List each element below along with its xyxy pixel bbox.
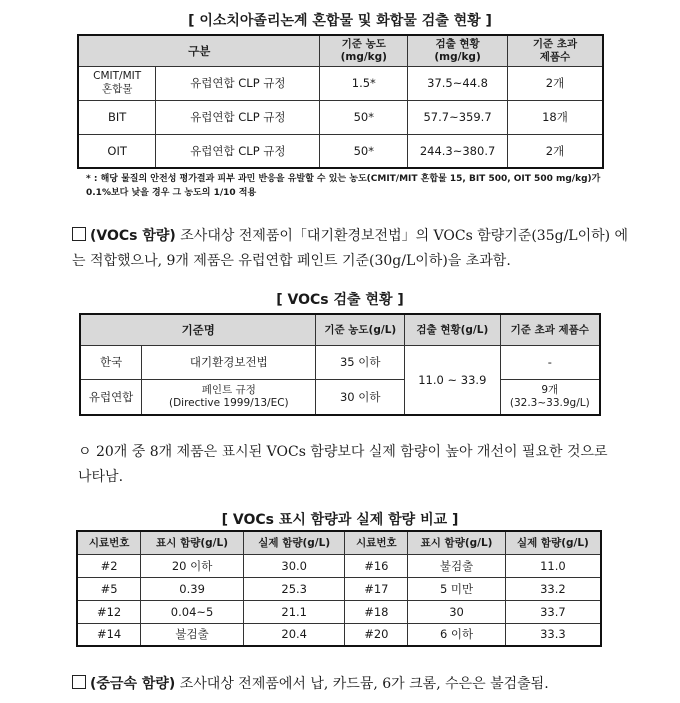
cell: 20 이하: [141, 554, 244, 577]
regulation: 유럽연합 CLP 규정: [156, 134, 320, 168]
std-value: 1.5*: [320, 66, 408, 100]
footnote: * : 해당 물질의 안전성 평가결과 피부 과민 반응을 유발할 수 있는 농도(CMIT/MIT 혼합물 15, BIT 500, OIT 500 mg/kg)가 0.1%보다 낮을 경우 그 농도의 1/10 적용: [86, 174, 601, 198]
count-value: 18개: [507, 100, 603, 134]
header-count: 기준 초과 제품수: [507, 35, 603, 66]
isothiazolinone-table: [77, 34, 604, 169]
std-value: 30 이하: [316, 379, 405, 415]
law: 페인트 규정 (Directive 1999/13/EC): [142, 379, 316, 415]
bullet-paragraph: ㅇ 20개 중 8개 제품은 표시된 VOCs 함량보다 실제 함량이 높아 개선이 필요한 것으로 나타남.: [78, 444, 608, 485]
detect-value: 37.5~44.8: [408, 66, 508, 100]
voc-status-table: [79, 313, 601, 416]
header-actual: 실제 함량(g/L): [243, 531, 345, 554]
voc-compare-title: [ VOCs 표시 함량과 실제 함량 비교 ]: [221, 512, 459, 528]
metal-paragraph: [72, 672, 632, 697]
cell: 5 미만: [408, 577, 506, 600]
std-value: 35 이하: [316, 345, 405, 379]
detect-value: 11.0 ~ 33.9: [405, 345, 501, 415]
count-value: 9개 (32.3~33.9g/L): [500, 379, 600, 415]
header-sample: 시료번호: [77, 531, 141, 554]
cell: 30: [408, 600, 506, 623]
cell: #2: [77, 554, 141, 577]
law: 대기환경보전법: [142, 345, 316, 379]
count-value: -: [500, 345, 600, 379]
substance-name: OIT: [78, 134, 156, 168]
substance-name: BIT: [78, 100, 156, 134]
cell: #5: [77, 577, 141, 600]
count-value: 2개: [507, 66, 603, 100]
detect-value: 244.3~380.7: [408, 134, 508, 168]
voc-status-title: [ VOCs 검출 현황 ]: [276, 292, 404, 308]
table-row: [80, 379, 600, 415]
cell: #12: [77, 600, 141, 623]
metal-text: 조사대상 전제품에서 납, 카드뮴, 6가 크롬, 수은은 불검출됨.: [175, 676, 549, 692]
cell: 21.1: [243, 600, 345, 623]
cell: 불검출: [408, 554, 506, 577]
header-standard: 기준명: [80, 314, 316, 345]
cell: #16: [345, 554, 408, 577]
header-detect: 검출 현황(g/L): [405, 314, 501, 345]
count-value: 2개: [507, 134, 603, 168]
cell: 11.0: [505, 554, 601, 577]
table-row: [78, 100, 603, 134]
cell: #14: [77, 623, 141, 646]
cell: 20.4: [243, 623, 345, 646]
regulation: 유럽연합 CLP 규정: [156, 100, 320, 134]
voc-heading: (VOCs 함량): [90, 228, 176, 244]
table-row: [77, 623, 601, 646]
header-count: 기준 초과 제품수: [500, 314, 600, 345]
header-std: 기준 농도 (mg/kg): [320, 35, 408, 66]
cell: 33.7: [505, 600, 601, 623]
table-row: [77, 554, 601, 577]
cell: 33.2: [505, 577, 601, 600]
header-sample: 시료번호: [345, 531, 408, 554]
region: 유럽연합: [80, 379, 142, 415]
cell: #17: [345, 577, 408, 600]
voc-text: 조사대상 전제품이「대기환경보전법」의 VOCs 함량기준(35g/L이하) 에는 적합했으나, 9개 제품은 유럽연합 페인트 기준(30g/L이하)을 초과함.: [72, 228, 629, 269]
table-row: [78, 134, 603, 168]
checkbox-icon: [72, 227, 86, 241]
metal-heading: (중금속 함량): [90, 676, 176, 692]
std-value: 50*: [320, 134, 408, 168]
detect-value: 57.7~359.7: [408, 100, 508, 134]
isothiazolinone-title: [ 이소치아졸리논계 혼합물 및 화합물 검출 현황 ]: [188, 13, 492, 29]
table-row: [80, 345, 600, 379]
voc-paragraph: [72, 224, 632, 274]
table-row: [77, 577, 601, 600]
cell: #18: [345, 600, 408, 623]
region: 한국: [80, 345, 142, 379]
header-actual: 실제 함량(g/L): [505, 531, 601, 554]
cell: #20: [345, 623, 408, 646]
table-row: [77, 600, 601, 623]
cell: 0.04~5: [141, 600, 244, 623]
regulation: 유럽연합 CLP 규정: [156, 66, 320, 100]
header-std: 기준 농도(g/L): [316, 314, 405, 345]
cell: 6 이하: [408, 623, 506, 646]
cell: 불검출: [141, 623, 244, 646]
voc-compare-table: [76, 530, 602, 647]
checkbox-icon: [72, 675, 86, 689]
cell: 25.3: [243, 577, 345, 600]
substance-name: CMIT/MIT 혼합물: [78, 66, 156, 100]
std-value: 50*: [320, 100, 408, 134]
table-row: [78, 66, 603, 100]
cell: 0.39: [141, 577, 244, 600]
header-category: 구분: [78, 35, 320, 66]
cell: 30.0: [243, 554, 345, 577]
header-labeled: 표시 함량(g/L): [408, 531, 506, 554]
header-labeled: 표시 함량(g/L): [141, 531, 244, 554]
cell: 33.3: [505, 623, 601, 646]
header-detect: 검출 현황 (mg/kg): [408, 35, 508, 66]
